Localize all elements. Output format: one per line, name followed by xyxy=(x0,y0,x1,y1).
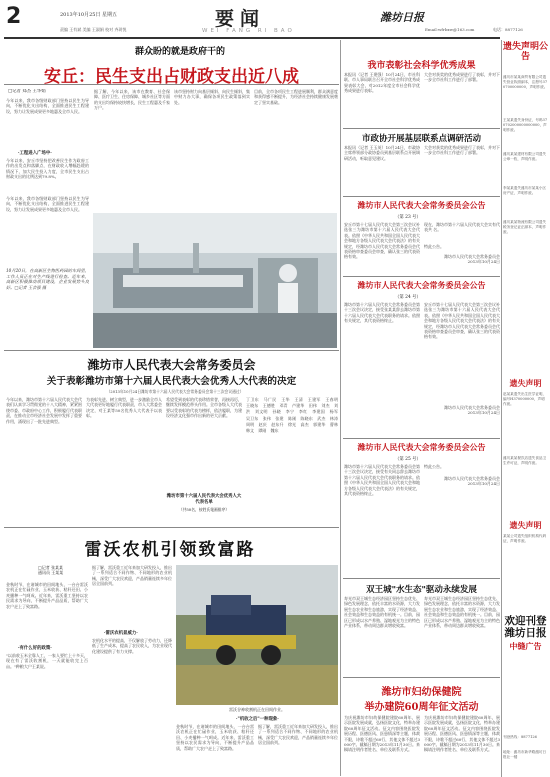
decision-kicker: 潍坊市人民代表大会常务委员会 xyxy=(87,358,256,372)
factory-photo-graphic xyxy=(93,213,337,348)
header-email: Email:wfrbxw@163.com xyxy=(425,27,475,32)
notice3-headline: 潍坊市人民代表大会常务委员会公告 xyxy=(357,442,486,452)
sidebar-notice-3: 潍坊某某建材有限公司遗失公章一枚，声明作废。 xyxy=(503,152,547,161)
sidebar-notice-2: 王某某遗失身份证，号码370702000000000000，声明作废。 xyxy=(503,118,548,132)
sidebar-title-3: 遗失声明 xyxy=(509,520,542,530)
harvester-photo-graphic xyxy=(176,565,338,705)
sheke-headline: 我市表彰社会科学优秀成果 xyxy=(367,61,476,71)
page-header xyxy=(0,0,550,38)
sheke-body-b: 大会对获奖的优秀成果进行了表彰，并对下一步全市社科工作进行了部署。 xyxy=(424,72,500,83)
lovol-subhead3: ·"机收之后"一种现象· xyxy=(236,717,279,722)
header-phone: 电话：8877126 xyxy=(493,27,523,32)
notice2-body-right: 安丘市第十七届人民代表大会第三次会议补选张三为潍坊市第十六届人民代表大会代表。依照《中华人民共和国全国人民代表大会和地方各级人民代表大会代表法》的有关规定，经潍坊市人民代表大会常务委员会代表资格审查委员会审查，确认张三的代表资格有效。 xyxy=(424,302,500,340)
decision-col1: 今年以来，潍坊市第十六届人民代表大会代表们认真学习贯彻党的十八大精神，紧紧围绕市委、市政府中心工作，积极履行代表职责，在推动全市经济社会发展中发挥了重要作用，涌现出了一批先进典型。 xyxy=(6,397,82,424)
lovol-col2: 据了解，雷沃重工近年来加大研发投入，推出了一系列适合不同作物、不同地形的农业机械，深受广大农民欢迎，产品销量连续多年位居全国前列。 xyxy=(92,565,172,587)
anqiu-col1-bottom: 今年以来，我市各级财政部门坚持以民生为导向，不断优化支出结构，全面推进民生工程建设，努力让发展成果更多地惠及全市人民。 xyxy=(6,196,89,212)
notice3-number: （第 25 号） xyxy=(395,457,421,462)
header-editors: 责编 王有斌 美编 王淑娟 校对 齐玥悦 xyxy=(60,27,127,32)
decision-list-title: 潍坊市第十六届人民代表大会优秀人大代表名单 xyxy=(166,494,242,505)
anqiu-kicker: 群众盼的就是政府干的 xyxy=(134,47,225,57)
sidebar-notice-4: 李某某遗失潍坊市某某小区房产证，声明作废。 xyxy=(503,186,547,195)
page-number: 2 xyxy=(6,4,22,29)
lovol-headline: 雷沃农机引领致富路 xyxy=(84,540,256,560)
notice1-body-c: 特此公告。 xyxy=(424,244,444,249)
notice2-body: 潍坊市第十六届人民代表大会常务委员会第十三次会议决定，接受张某某辞去潍坊市第十六届人民代表大会代表职务的请求。依照有关规定，其代表资格终止。 xyxy=(344,302,420,324)
notice2-headline: 潍坊市人民代表大会常务委员会公告 xyxy=(357,280,486,290)
anqiu-headline: 安丘：民生支出占财政支出近八成 xyxy=(44,67,299,87)
lovol-col1: 金秋时节，在诸城市的田间地头，一台台雷沃农机正在忙碌作业，玉米收获、秸秆还田、小麦播种一气呵成。近年来，雷沃重工坚持以农民需求为导向，不断提升产品品质，帮助广大农户走上了致富路。 xyxy=(6,582,88,609)
shuishengtai-body: 寿光市双王城生态经济园区坚持生态优先、绿色发展理念，依托丰富的水资源，大力发展生态农业和生态旅游，实现了经济效益、社会效益和生态效益的有机统一。目前，园区已形成以水产养殖、湿地观光为主的特色产业体系，带动周边群众增收致富。 xyxy=(344,596,420,629)
shuishengtai-body-2: 寿光市双王城生态经济园区坚持生态优先、绿色发展理念，依托丰富的水资源，大力发展生态农业和生态旅游，实现了经济效益、社会效益和生态效益的有机统一。目前，园区已形成以水产养殖、湿地观光为主的特色产业体系，带动周边群众增收致富。 xyxy=(424,596,500,629)
header-rule xyxy=(4,37,500,39)
sidebar-promo: 欢迎刊登潍坊日报 中缝广告 xyxy=(504,615,547,651)
section-pinyin: WEI FANG RI BAO xyxy=(202,28,295,34)
fuyou-kicker: 潍坊市妇幼保健院 xyxy=(381,687,462,698)
sidebar-notice-6: 赵某某遗失出生医学证明，编号H370000000，声明作废。 xyxy=(503,392,547,406)
notice2-number: （第 24 号） xyxy=(395,295,421,300)
masthead-logo: 潍坊日报 xyxy=(380,11,424,24)
sidebar-notice-7: 潍坊某某餐饮店遗失食品卫生许可证，声明作废。 xyxy=(503,456,547,465)
decision-names: 丁卫东 马广民 王华 王清 王建军 王春明 王晓东 王德胜 邓青 卢建华 田伟 刘杰 刘洪 刘文明 孙晓 李宁 李红 李建国 杨军 吴卫东 张伟 张建 陈刚 陈晓东 武杰 林涛 周明 赵庆 赵东升 徐光 高杰 郭建华 曹林 韩文 谭刚 魏东 xyxy=(246,397,338,434)
notice3-body-b: 特此公告。 xyxy=(424,464,444,469)
sidebar-title-1: 遗失声明公告 xyxy=(503,42,549,62)
fuyou-body-1: 为庆祝潍坊市妇幼保健院建院60周年，展示医院发展成就，弘扬医院文化，特举办建院60周年征文活动。征文内容围绕医院发展历程、医德医风、医患情深等主题，体裁不限，诗歌不超过60行，其他文体不超过3000字。截稿日期为2013年11月30日。来稿请注明作者姓名、单位及联系方式。 xyxy=(344,715,420,753)
notice1-headline: 潍坊市人民代表大会常务委员会公告 xyxy=(357,200,486,210)
lovol-col2-b: 农机化水平的提高，不仅解放了劳动力，还降低了生产成本，提高了农民收入，为农业现代化建设提供了有力支撑。 xyxy=(92,638,172,654)
lovol-col3: 金秋时节，在诸城市的田间地头，一台台雷沃农机正在忙碌作业，玉米收获、秸秆还田、小麦播种一气呵成。近年来，雷沃重工坚持以农民需求为导向，不断提升产品品质，帮助广大农户走上了致富路。 xyxy=(176,724,254,751)
anqiu-col2: 据了解，今年以来，该市在教育、社会保障、医疗卫生、住房保障、城乡社区等方面的支出均保持较快增长，民生工程惠及千家万户。 xyxy=(94,89,170,111)
factory-photo xyxy=(93,213,337,348)
zhengxie-headline: 市政协开展基层联系点调研活动 xyxy=(361,134,481,144)
sidebar-notice-1: 潍坊市某某商贸有限公司遗失营业执照副本，注册号370700000000，声明作废。 xyxy=(503,75,548,89)
harvester-photo xyxy=(176,565,338,705)
sidebar-notice-5: 潍坊某某物流有限公司遗失税务登记证正副本，声明作废。 xyxy=(503,220,547,234)
decision-list-sub: （共50名，按姓氏笔画排序） xyxy=(178,507,230,512)
anqiu-subhead1: ·工程进入广场中· xyxy=(18,151,52,156)
zhengxie-body: 本报讯（记者 王玉英）10月24日，市政协主席带领部分政协委员到基层联系点开展调研活动，听取意见建议。 xyxy=(344,145,420,161)
notice3-signature: 潍坊市人民代表大会常务委员会 2013年10月24日 xyxy=(444,476,500,487)
fuyou-headline: 举办建院60周年征文活动 xyxy=(364,702,479,713)
sheke-body: 本报讯（记者 王建强）10月24日，市社科联、市人事局联合召开全市社会科学优秀成果表彰大会，对2012年度全市社会科学优秀成果进行表彰。 xyxy=(344,72,420,94)
lovol-byline: □记者 张某某 通讯员 王某某 xyxy=(38,565,64,576)
shuishengtai-headline: 双王城"水生态"驱动永续发展 xyxy=(366,585,477,595)
decision-col2: 为表彰先进、树立典型，进一步激励全市人大代表更好地履行代表职责，市人大常委会决定，对王某等50名优秀人大代表予以表彰。 xyxy=(86,397,162,419)
sidebar-promo-address: 地址：潍坊市新华路潍坊日报社一楼 xyxy=(503,750,547,759)
lovol-subhead1: ·有什么好的政策· xyxy=(18,646,52,651)
section-title: 要闻 xyxy=(215,8,266,30)
fuyou-body-2: 为庆祝潍坊市妇幼保健院建院60周年，展示医院发展成就，弘扬医院文化，特举办建院60周年征文活动。征文内容围绕医院发展历程、医德医风、医患情深等主题，体裁不限，诗歌不超过60行，其他文体不超过3000字。截稿日期为2013年11月30日。来稿请注明作者姓名、单位及联系方式。 xyxy=(424,715,500,753)
header-date: 2013年10月25日 星期五 xyxy=(60,12,118,18)
zhengxie-body-2: 大会对获奖的优秀成果进行了表彰，并对下一步全市社科工作进行了部署。 xyxy=(424,145,500,156)
notice3-body: 潍坊市第十六届人民代表大会常务委员会第十三次会议决定，接受有关同志辞去潍坊市第十六届人民代表大会代表职务的请求。依照《中华人民共和国全国人民代表大会和地方各级人民代表大会代表法》的有关规定，其代表资格终止。 xyxy=(344,464,420,497)
sidebar-notice-8: 某某公司遗失组织机构代码证，声明作废。 xyxy=(503,534,547,543)
anqiu-col1-top: 今年以来，我市各级财政部门坚持以民生为导向，不断优化支出结构，全面推进民生工程建设，努力让发展成果更多地惠及全市人民。 xyxy=(6,98,89,114)
notice1-number: （第 23 号） xyxy=(395,215,421,220)
notice1-signature: 潍坊市人民代表大会常务委员会 2013年10月24日 xyxy=(444,254,500,265)
notice1-body: 安丘市第十七届人民代表大会第三次会议补选张三为潍坊市第十六届人民代表大会代表。依照《中华人民共和国全国人民代表大会和地方各级人民代表大会代表法》的有关规定，经潍坊市人民代表大会常务委员会代表资格审查委员会审查，确认张三的代表资格有效。 xyxy=(344,222,420,260)
lovol-subhead2: ·雷沃农机显威力· xyxy=(104,631,138,636)
anqiu-col1-mid: 今年以来，安丘市坚持把改善民生作为政府工作的出发点和落脚点，在财政收入增幅趋缓的情况下，加大民生投入力度，全市民生支出占财政支出的比例达到79.8%。 xyxy=(6,158,89,180)
harvester-caption: 雷沃谷神收割机正在田间作业。 xyxy=(229,707,285,712)
photo-caption: 10月20日，在高新区生物医药园的车间里，工作人员正在对生产线进行检查。近年来，高新区积极推动项目建设，企业发展势头良好。□记者 王会强 摄 xyxy=(6,268,89,290)
anqiu-col3: 该市坚持财力向基层倾斜、向民生倾斜，集中财力办大事，确保各项民生政策落到实处。 xyxy=(174,89,250,105)
decision-subtitle: （2013年10月24日潍坊市第十六届人民代表大会常务委员会第十三次会议通过） xyxy=(106,389,244,394)
lovol-col1-b: "以前收玉米全靠人工，一家人要忙上十多天，现在有了雷沃收割机，一天就能收完上百亩。"种粮大户王某说。 xyxy=(6,653,88,669)
sidebar-title-2: 遗失声明 xyxy=(509,378,542,388)
anqiu-col4: 目前，全市各项民生工程进展顺利，群众满意度和获得感不断提升，为经济社会持续健康发展奠定了坚实基础。 xyxy=(254,89,338,105)
decision-col3: 希望受到表彰的代表珍惜荣誉，再接再厉，继续发挥模范带头作用。全市各级人大代表要以受表彰的代表为榜样，依法履职，为建设经济文化强市作出新的更大贡献。 xyxy=(166,397,242,419)
anqiu-byline: □记者 郑杰 王华娟 xyxy=(8,89,46,94)
lovol-col4: 据了解，雷沃重工近年来加大研发投入，推出了一系列适合不同作物、不同地形的农业机械，深受广大农民欢迎，产品销量连续多年位居全国前列。 xyxy=(258,724,338,746)
notice1-body-b: 现在，潍坊市第十六届人民代表大会实有代表共 名。 xyxy=(424,222,500,233)
notice2-signature: 潍坊市人民代表大会常务委员会 2013年10月24日 xyxy=(444,405,500,416)
decision-headline: 关于表彰潍坊市第十六届人民代表大会优秀人大代表的决定 xyxy=(46,376,297,387)
sidebar-promo-hotline: 刊登热线：8877126 xyxy=(503,735,537,739)
